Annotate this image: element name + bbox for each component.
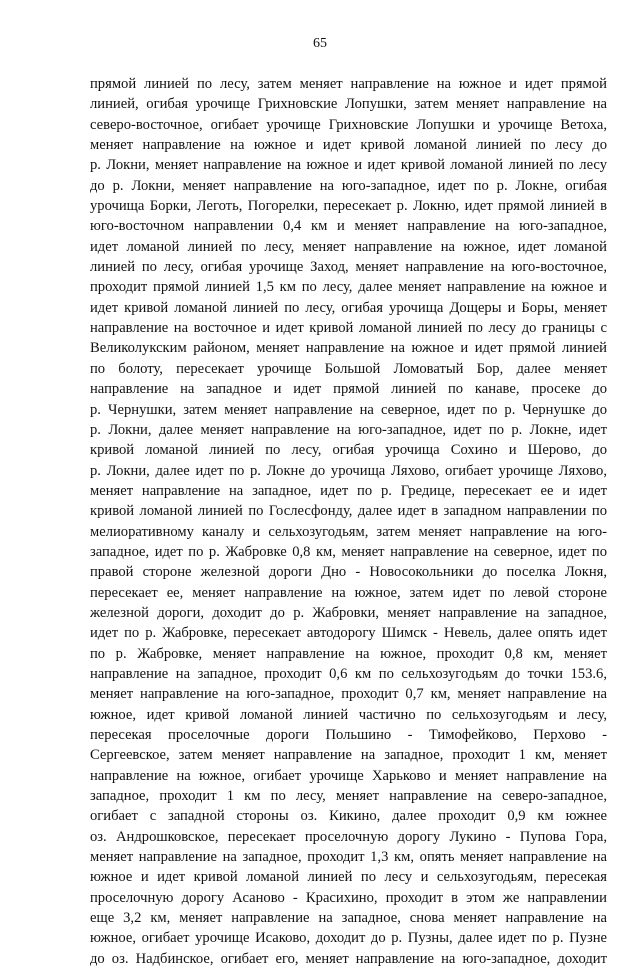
text-line: направление на западное и идет прямой линией по канаве, просеке до	[90, 381, 607, 398]
text-line: южное, огибает урочище Исаково, доходит до р. Пузны, далее идет по р. Пузне	[90, 930, 607, 947]
text-line: идет по р. Жабровке, пересекает автодорогу Шимск - Невель, далее опять идет	[90, 625, 607, 642]
text-line: меняет направление на юго-западное, проходит 0,7 км, меняет направление на	[90, 686, 607, 703]
text-line: прямой линией по лесу, затем меняет направление на южное и идет прямой	[90, 76, 607, 92]
text-line: направление на западное, проходит 0,6 км по сельхозугодьям до точки 153.6,	[90, 665, 607, 682]
text-line: Великолукским районом, меняет направление на южное и идет прямой линией	[90, 340, 607, 357]
text-line: проходит прямой линией 1,5 км по лесу, далее меняет направление на южное и	[90, 279, 607, 296]
text-line: железной дороги, доходит до р. Жабровки, меняет направление на западное,	[90, 604, 607, 621]
text-line: р. Локни, далее идет по р. Локне до урочища Ляхово, огибает урочище Ляхово,	[90, 462, 607, 479]
text-line: урочища Борки, Леготь, Погорелки, пересекает р. Локню, идет прямой линией в	[90, 198, 607, 215]
text-line: северо-восточное, огибает урочище Грихновские Лопушки и урочище Ветоха,	[90, 116, 607, 133]
text-line: р. Чернушки, затем меняет направление на северное, идет по р. Чернушке до	[90, 401, 607, 418]
text-line: по болоту, пересекает урочище Большой Ломоватый Бор, далее меняет	[90, 360, 607, 377]
text-line: кривой ломаной линией по лесу, огибая урочища Сохино и Шерово, до	[90, 442, 607, 459]
text-line: идет кривой ломаной линией по лесу, огибая урочища Дощеры и Боры, меняет	[90, 299, 607, 316]
text-line: оз. Андрошковское, пересекает проселочную дорогу Лукино - Пупова Гора,	[90, 828, 607, 845]
text-line: правой стороне железной дороги Дно - Новосокольники до поселка Локня,	[90, 564, 607, 581]
text-line: огибает с западной стороны оз. Кикино, далее проходит 0,9 км южнее	[90, 808, 607, 825]
text-line: пересекая проселочные дороги Польшино - Тимофейково, Перхово -	[90, 727, 607, 743]
body-text	[90, 74, 607, 969]
text-line: меняет направление на южное и идет кривой ломаной линией по лесу до	[90, 137, 607, 154]
text-line: р. Локни, далее меняет направление на юго-западное, идет по р. Локне, идет	[90, 421, 607, 438]
text-line: южное, идет кривой ломаной линией частично по сельхозугодьям и лесу,	[90, 706, 607, 723]
text-line: проселочную дорогу Асаново - Красихино, проходит в этом же направлении	[90, 889, 607, 906]
text-line: до р. Локни, меняет направление на юго-западное, идет по р. Локне, огибая	[90, 177, 607, 194]
text-line: еще 3,2 км, меняет направление на западное, снова меняет направление на	[90, 910, 607, 927]
text-line: кривой ломаной линией по Гослесфонду, далее идет в западном направлении по	[90, 503, 607, 520]
text-line: южное и идет кривой ломаной линией по лесу и сельхозугодьям, пересекая	[90, 869, 607, 886]
text-line: направление на южное, огибает урочище Харьково и меняет направление на	[90, 767, 607, 784]
text-line: западное, проходит 1 км по лесу, меняет направление на северо-западное,	[90, 788, 607, 805]
text-line: западное, идет по р. Жабровке 0,8 км, меняет направление на северное, идет по	[90, 543, 607, 560]
text-line: линией по лесу, огибая урочище Заход, меняет направление на юго-восточное,	[90, 259, 607, 276]
page-number: 65	[313, 36, 327, 51]
text-line: меняет направление на западное, проходит 1,3 км, опять меняет направление на	[90, 849, 607, 866]
text-line: юго-восточном направлении 0,4 км и меняет направление на юго-западное,	[90, 218, 607, 235]
text-line: р. Локни, меняет направление на южное и идет кривой ломаной линией по лесу	[90, 157, 607, 174]
text-line: линией, огибая урочище Грихновские Лопушки, затем меняет направление на	[90, 96, 607, 113]
text-line: направление на восточное и идет кривой ломаной линией по лесу до границы с	[90, 320, 607, 337]
text-line: до оз. Надбинское, огибает его, меняет направление на юго-западное, доходит	[90, 950, 607, 967]
text-line: идет ломаной линией по лесу, меняет направление на южное, идет ломаной	[90, 238, 607, 255]
text-line: Сергеевское, затем меняет направление на западное, проходит 1 км, меняет	[90, 747, 607, 764]
text-line: мелиоративному каналу и сельхозугодьям, затем меняет направление на юго-	[90, 523, 607, 540]
text-line: меняет направление на западное, идет по р. Гредице, пересекает ее и идет	[90, 482, 607, 499]
text-line: пересекает ее, меняет направление на южное, затем идет по левой стороне	[90, 584, 607, 601]
text-line: по р. Жабровке, меняет направление на южное, проходит 0,8 км, меняет	[90, 645, 607, 662]
